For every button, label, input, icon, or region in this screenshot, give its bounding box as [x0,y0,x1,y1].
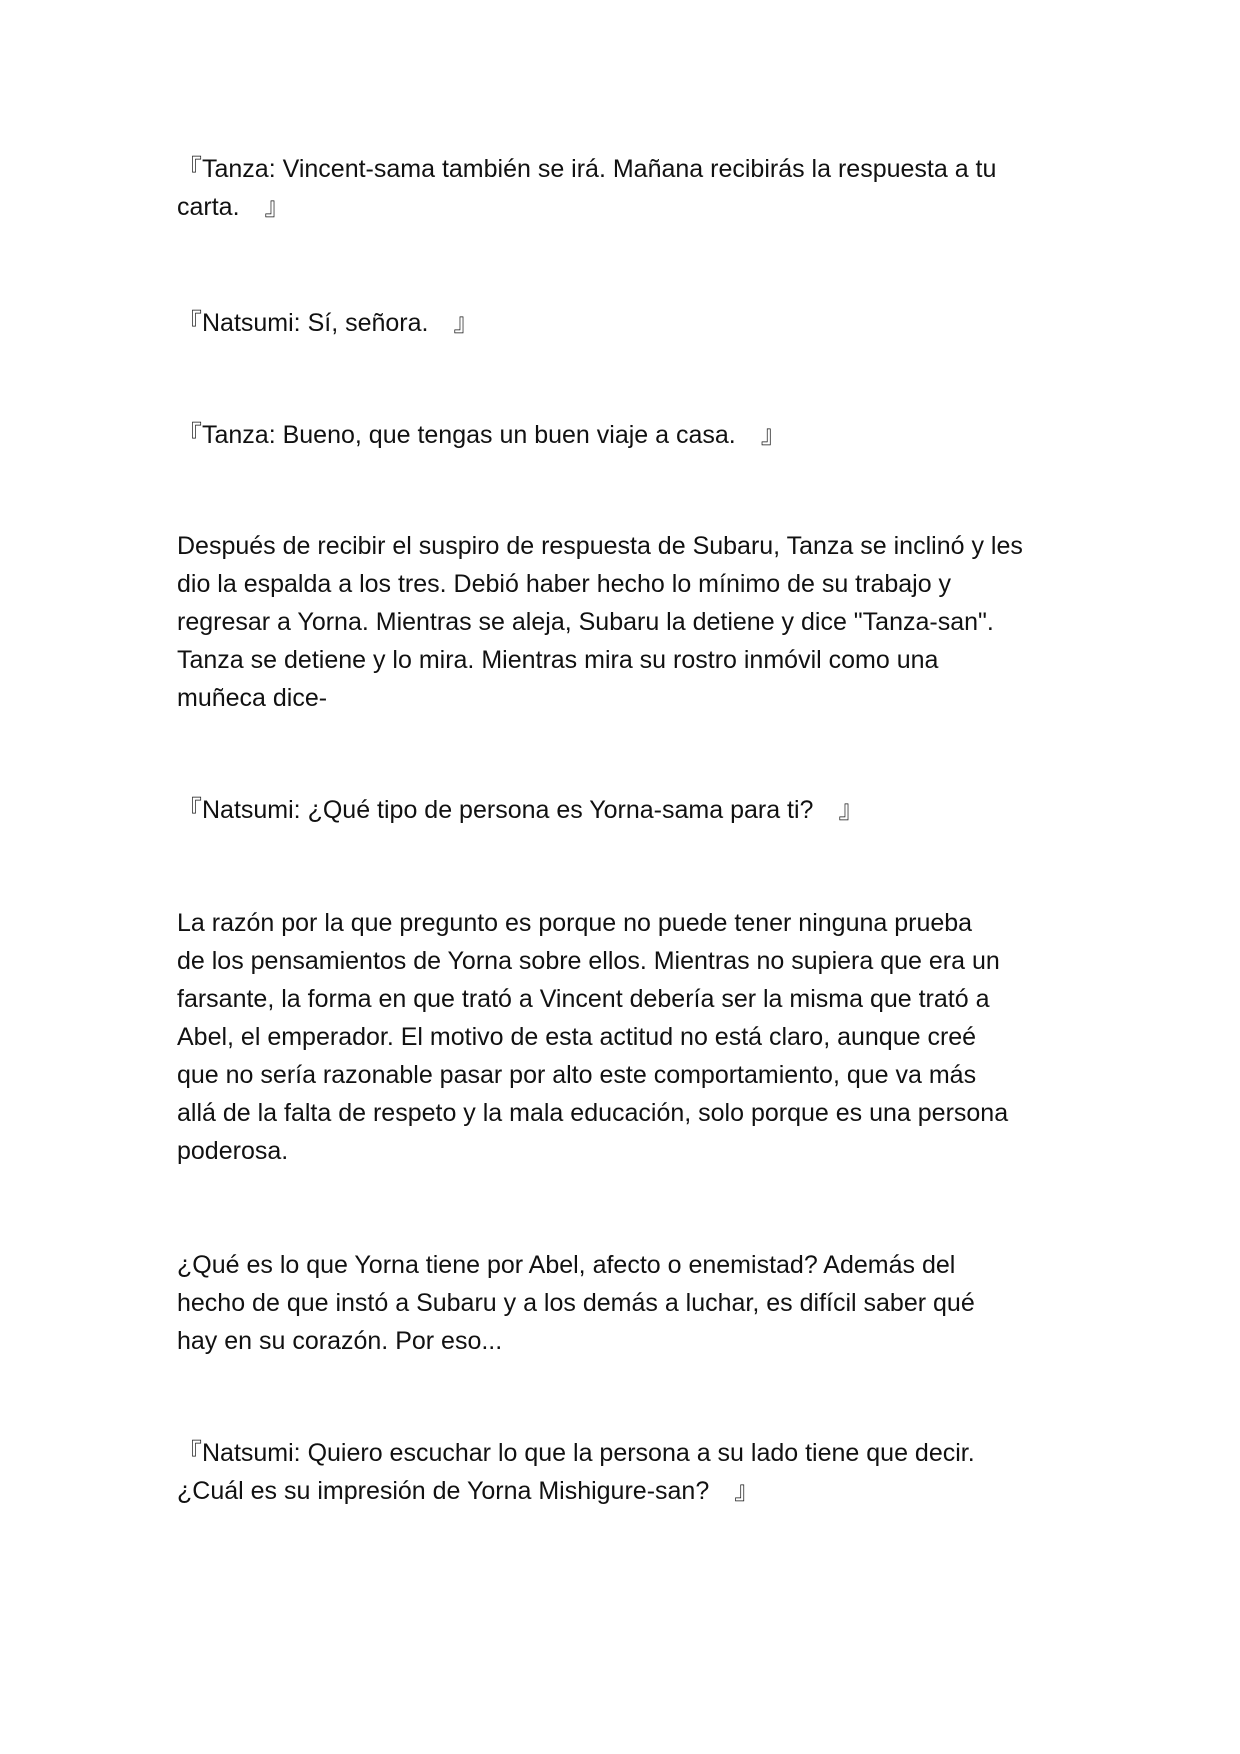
dialogue-natsumi-question [177,791,1077,829]
narration-paragraph-reason [177,904,1077,1170]
text-line: Abel, el emperador. El motivo de esta actitud no está claro, aunque creé [177,1023,977,1051]
text-line: hay en su corazón. Por eso... [177,1327,503,1355]
text-line: 『Natsumi: ¿Qué tipo de persona es Yorna-sama para ti? 』 [177,796,864,824]
dialogue-tanza-buen-viaje [177,416,1077,454]
dialogue-natsumi-impression [177,1434,1077,1510]
dialogue-tanza-vincent [177,150,1077,226]
text-line: que no sería razonable pasar por alto este comportamiento, que va más [177,1061,977,1089]
text-line: ¿Cuál es su impresión de Yorna Mishigure-san? 』 [177,1477,760,1505]
text-line: ¿Qué es lo que Yorna tiene por Abel, afecto o enemistad? Además del [177,1251,956,1279]
text-line: poderosa. [177,1137,289,1165]
text-line: Tanza se detiene y lo mira. Mientras mira su rostro inmóvil como una [177,646,939,674]
text-line: allá de la falta de respeto y la mala educación, solo porque es una persona [177,1099,1009,1127]
text-line: carta. 』 [177,193,290,221]
text-line: 『Tanza: Vincent-sama también se irá. Mañana recibirás la respuesta a tu [177,155,997,183]
text-line: regresar a Yorna. Mientras se aleja, Subaru la detiene y dice "Tanza-san". [177,608,994,636]
narration-paragraph-tanza-leaves [177,527,1077,717]
text-line: dio la espalda a los tres. Debió haber hecho lo mínimo de su trabajo y [177,570,952,598]
text-line: hecho de que instó a Subaru y a los demás a luchar, es difícil saber qué [177,1289,975,1317]
text-line: 『Natsumi: Sí, señora. 』 [177,309,479,337]
text-line: 『Tanza: Bueno, que tengas un buen viaje a casa. 』 [177,421,786,449]
text-line: muñeca dice- [177,684,328,712]
text-line: Después de recibir el suspiro de respuesta de Subaru, Tanza se inclinó y les [177,532,1023,560]
text-line: farsante, la forma en que trató a Vincent debería ser la misma que trató a [177,985,990,1013]
narration-paragraph-affection [177,1246,1077,1360]
text-line: La razón por la que pregunto es porque no puede tener ninguna prueba [177,909,973,937]
text-line: de los pensamientos de Yorna sobre ellos. Mientras no supiera que era un [177,947,1000,975]
text-line: 『Natsumi: Quiero escuchar lo que la persona a su lado tiene que decir. [177,1439,975,1467]
dialogue-natsumi-si-senora [177,304,1077,342]
